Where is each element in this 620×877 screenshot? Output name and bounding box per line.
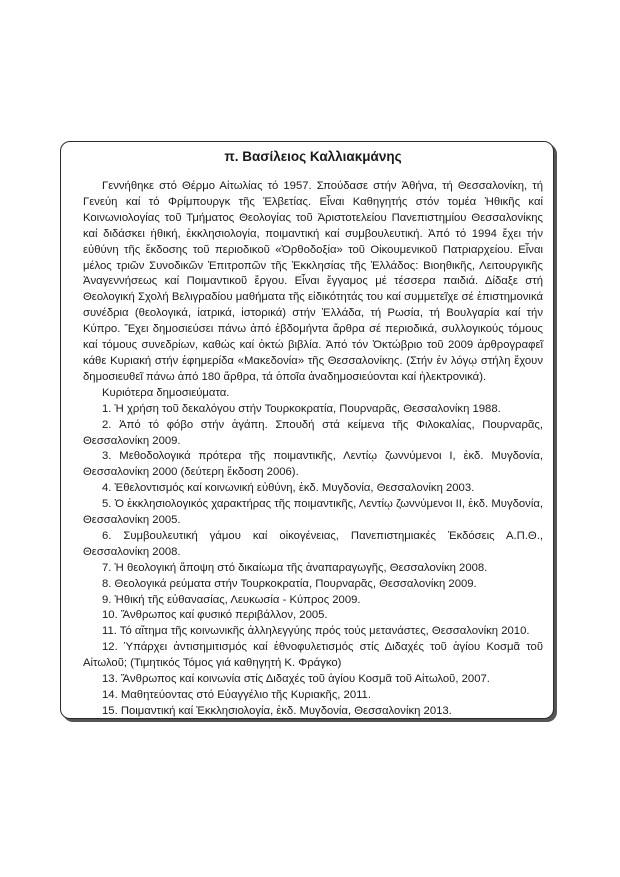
author-bio-section xyxy=(83,146,543,720)
publication-item: 8. Θεολογικά ρεύματα στήν Τουρκοκρατία, Πουρναρᾶς, Θεσσαλονίκη 2009. xyxy=(102,577,477,590)
biography-paragraph: Γεννήθηκε στό Θέρμο Αἰτωλίας τό 1957. Σπούδασε στήν Ἀθήνα, τή Θεσσαλονίκη, τή Γενεύη καί τό Φρίμπουργκ τῆς Ἑλβετίας. Εἶναι Καθηγητής στόν τομέα Ἠθικῆς καί Κοινωνιολογίας τοῦ Τμήματος Θεολογίας τοῦ Ἀριστοτελείου Πανεπιστημίου Θεσσαλονίκης καί διδάσκει ἠθική, ἐκκλησιολογία, ποιμαντική καί συμβουλευτική. Ἀπό τό 1994 ἔχει τήν εὐθύνη τῆς ἔκδοσης τοῦ περιοδικοῦ «Ὀρθοδοξία» τοῦ Οἰκουμενικοῦ Πατριαρχείου. Εἶναι μέλος τριῶν Συνοδικῶν Ἐπιτροπῶν τῆς Ἐκκλησίας τῆς Ἑλλάδος: Βιοηθικῆς, Λειτουργικῆς Ἀναγεννήσεως καί Ποιμαντικοῦ ἔργου. Εἶναι ἔγγαμος μέ τέσσερα παιδιά. Δίδαξε στή Θεολογική Σχολή Βελιγραδίου μαθήματα τῆς εἰδικότητάς του καί συμμετεῖχε σέ ἐπιστημονικά συνέδρια (θεολογικά, ἰατρικά, ἱστορικά) στήν Ἑλλάδα, τή Ρωσία, τή Βουλγαρία καί τήν Κύπρο. Ἔχει δημοσιεύσει πάνω ἀπό ἑβδομήντα ἄρθρα σέ περιοδικά, συλλογικούς τόμους καί τόμους συνεδρίων, καθώς καί ὀκτώ βιβλία. Ἀπό τόν Ὀκτώβριο τοῦ 2009 ἀρθρογραφεῖ κάθε Κυριακή στήν ἐφημερίδα «Μακεδονία» τῆς Θεσσαλονίκης. (Στήν ἐν λόγῳ στήλη ἔχουν δημοσιευθεῖ πάνω ἀπό 180 ἄρθρα, τά ὁποῖα ἀναδημοσιεύονται καί ἠλεκτρονικά). xyxy=(83,180,543,383)
publication-item: 1. Ἡ χρήση τοῦ δεκαλόγου στήν Τουρκοκρατία, Πουρναρᾶς, Θεσσαλονίκη 1988. xyxy=(102,402,501,415)
publication-item: 10. Ἄνθρωπος καί φυσικό περιβάλλον, 2005. xyxy=(102,609,328,622)
author-name-title: π. Βασίλειος Καλλιακμάνης xyxy=(224,149,402,164)
publication-item: 4. Ἐθελοντισμός καί κοινωνική εὐθύνη, ἐκδ. Μυγδονία, Θεσσαλονίκη 2003. xyxy=(102,482,475,495)
publication-item: 7. Ἡ θεολογική ἄποψη στό δικαίωμα τῆς ἀναπαραγωγῆς, Θεσσαλονίκη 2008. xyxy=(102,561,488,574)
publications-list xyxy=(83,402,543,720)
publication-item: 12. Ὑπάρχει ἀντισημιτισμός καί ἐθνοφυλετισμός στίς Διδαχές τοῦ ἁγίου Κοσμᾶ τοῦ Αἰτωλοῦ; (Τιμητικός Τόμος γιά καθηγητή Κ. Φράγκο) xyxy=(83,641,543,670)
publication-item: 9. Ἠθική τῆς εὐθανασίας, Λευκωσία - Κύπρος 2009. xyxy=(102,593,361,606)
publication-item: 13. Ἄνθρωπος καί κοινωνία στίς Διδαχές τοῦ ἁγίου Κοσμᾶ τοῦ Αἰτωλοῦ, 2007. xyxy=(102,673,490,686)
publication-item: 15. Ποιμαντική καί Ἐκκλησιολογία, ἐκδ. Μυγδονία, Θεσσαλονίκη 2013. xyxy=(102,704,452,717)
publication-item: 6. Συμβουλευτική γάμου καί οἰκογένειας, Πανεπιστημιακές Ἐκδόσεις Α.Π.Θ., Θεσσαλονίκη 2008. xyxy=(83,529,543,558)
publication-item: 2. Ἀπό τό φόβο στήν ἀγάπη. Σπουδή στά κείμενα τῆς Φιλοκαλίας, Πουρναρᾶς, Θεσσαλονίκη 2009. xyxy=(83,418,543,447)
publication-item: 3. Μεθοδολογικά πρότερα τῆς ποιμαντικῆς, Λεντίῳ ζωννύμενοι Ι, ἐκδ. Μυγδονία, Θεσσαλονίκη 2000 (δεύτερη ἔκδοση 2006). xyxy=(83,450,543,479)
publications-heading: Κυριότερα δημοσιεύματα. xyxy=(102,386,230,399)
publication-item: 14. Μαθητεύοντας στό Εὐαγγέλιο τῆς Κυριακῆς, 2011. xyxy=(102,689,371,701)
publication-item: 11. Τό αἴτημα τῆς κοινωνικῆς ἀλληλεγγύης πρός τούς μετανάστες, Θεσσαλονίκη 2010. xyxy=(102,625,530,638)
publication-item: 5. Ὁ ἐκκλησιολογικός χαρακτήρας τῆς ποιμαντικῆς, Λεντίῳ ζωννύμενοι ΙΙ, ἐκδ. Μυγδονία, Θεσσαλονίκη 2005. xyxy=(83,498,543,527)
